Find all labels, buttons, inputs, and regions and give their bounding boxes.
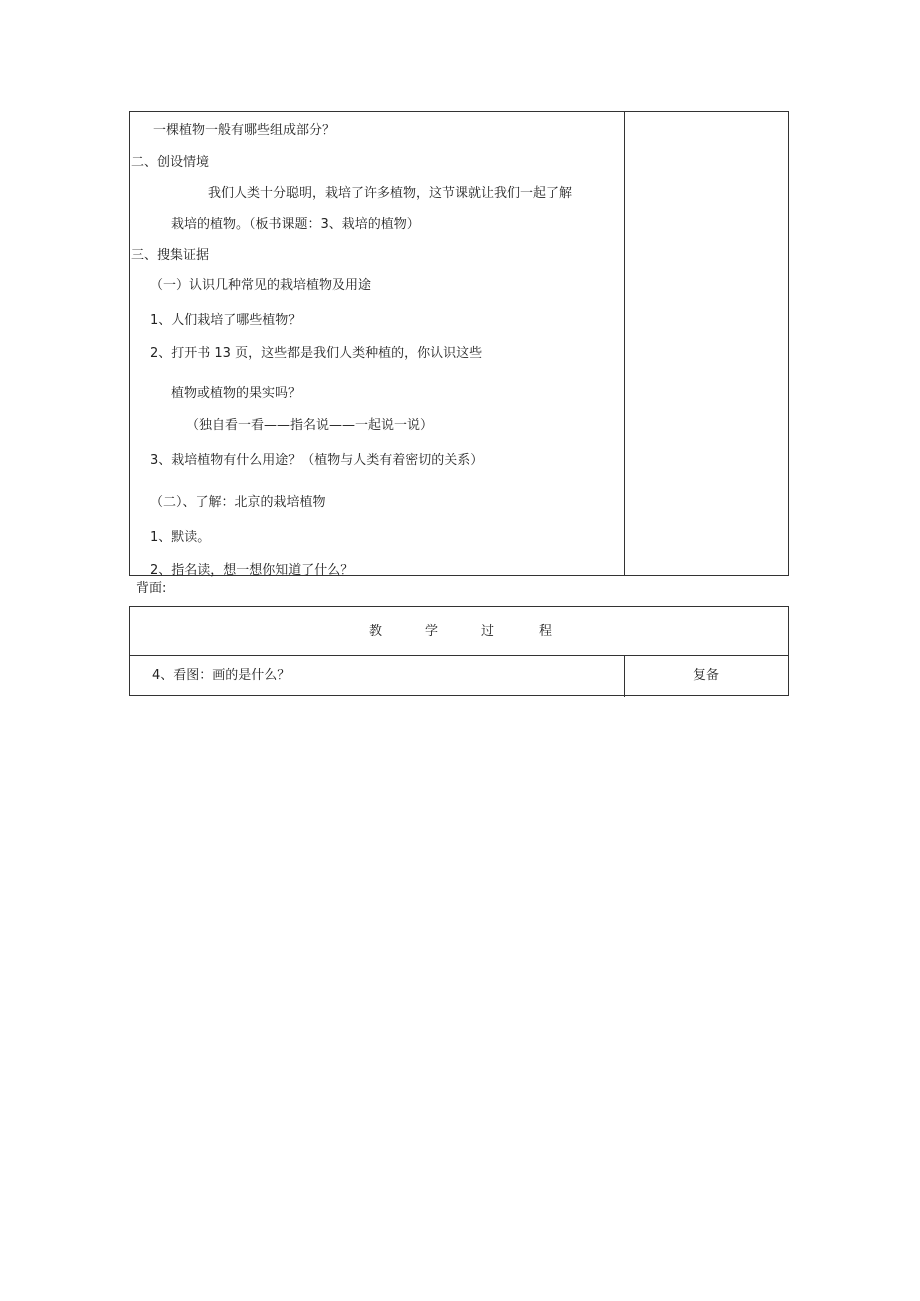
text-line: 我们人类十分聪明，栽培了许多植物，这节课就让我们一起了解 <box>208 186 573 201</box>
subsection-heading: （一）认识几种常见的栽培植物及用途 <box>150 278 372 293</box>
row-divider <box>130 655 788 656</box>
text-line: 栽培的植物。（板书课题：3、栽培的植物） <box>171 217 420 232</box>
section-heading: 二、创设情境 <box>131 155 210 170</box>
text-line: 2、指名读，想一想你知道了什么？ <box>150 563 354 578</box>
text-line: 2、打开书 13 页，这些都是我们人类种植的，你认识这些 <box>150 346 483 361</box>
text-line: 3、栽培植物有什么用途？（植物与人类有着密切的关系） <box>150 453 484 468</box>
side-label: 复备 <box>693 668 720 683</box>
text-line: 1、人们栽培了哪些植物？ <box>150 313 302 328</box>
header-char: 学 <box>425 624 439 639</box>
section-heading: 三、搜集证据 <box>131 248 210 263</box>
text-line: 一棵植物一般有哪些组成部分？ <box>153 123 336 138</box>
text-line: 植物或植物的果实吗？ <box>171 386 302 401</box>
back-label: 背面: <box>136 581 167 596</box>
subsection-heading: （二）、了解：北京的栽培植物 <box>150 495 326 510</box>
text-line: （独自看一看——指名说——一起说一说） <box>186 418 434 433</box>
header-char: 程 <box>539 624 553 639</box>
text-line: 1、默读。 <box>150 530 211 545</box>
process-row-text: 4、看图：画的是什么？ <box>152 668 291 683</box>
header-char: 过 <box>481 624 495 639</box>
header-char: 教 <box>369 624 383 639</box>
column-divider <box>624 655 625 697</box>
column-divider <box>624 112 625 575</box>
